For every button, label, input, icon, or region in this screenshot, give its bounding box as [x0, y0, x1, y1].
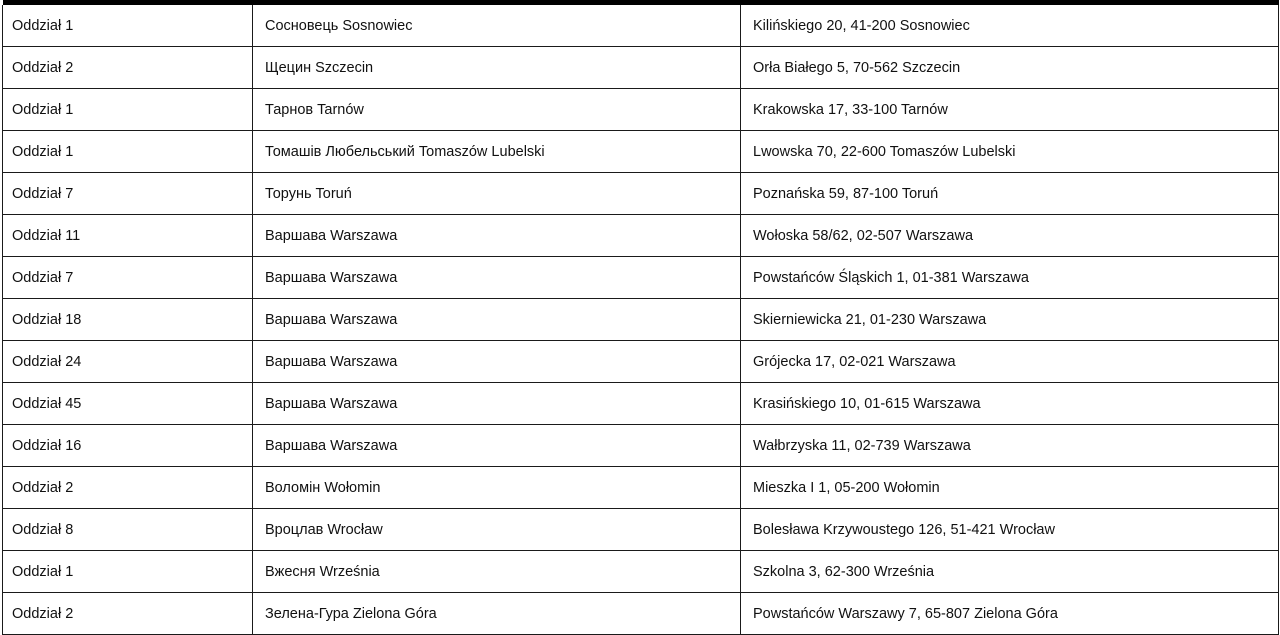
cell-address: Lwowska 70, 22-600 Tomaszów Lubelski: [741, 131, 1279, 173]
cell-city: Щецин Szczecin: [253, 47, 741, 89]
table-row: [3, 551, 1279, 593]
cell-address: Krasińskiego 10, 01-615 Warszawa: [741, 383, 1279, 425]
cell-address: Szkolna 3, 62-300 Września: [741, 551, 1279, 593]
table-row: [3, 89, 1279, 131]
cell-address: Poznańska 59, 87-100 Toruń: [741, 173, 1279, 215]
cell-city: Воломін Wołomin: [253, 467, 741, 509]
cell-address: Wołoska 58/62, 02-507 Warszawa: [741, 215, 1279, 257]
cell-branch: Oddział 16: [3, 425, 253, 467]
branch-list-table: [2, 0, 1279, 635]
table-row: [3, 593, 1279, 635]
table-row: [3, 173, 1279, 215]
cell-city: Варшава Warszawa: [253, 257, 741, 299]
cell-city: Торунь Toruń: [253, 173, 741, 215]
cell-address: Orła Białego 5, 70-562 Szczecin: [741, 47, 1279, 89]
cell-city: Томашів Любельський Tomaszów Lubelski: [253, 131, 741, 173]
cell-city: Варшава Warszawa: [253, 299, 741, 341]
cell-branch: Oddział 18: [3, 299, 253, 341]
cell-branch: Oddział 7: [3, 173, 253, 215]
cell-city: Зелена-Гура Zielona Góra: [253, 593, 741, 635]
cell-branch: Oddział 1: [3, 5, 253, 47]
table-body: [3, 0, 1279, 635]
cell-address: Wałbrzyska 11, 02-739 Warszawa: [741, 425, 1279, 467]
cell-city: Варшава Warszawa: [253, 341, 741, 383]
cell-city: Варшава Warszawa: [253, 215, 741, 257]
cell-branch: Oddział 11: [3, 215, 253, 257]
cell-address: Kilińskiego 20, 41-200 Sosnowiec: [741, 5, 1279, 47]
cell-branch: Oddział 7: [3, 257, 253, 299]
table-row: [3, 5, 1279, 47]
cell-branch: Oddział 8: [3, 509, 253, 551]
cell-address: Powstańców Warszawy 7, 65-807 Zielona Góra: [741, 593, 1279, 635]
cell-city: Сосновець Sosnowiec: [253, 5, 741, 47]
table-row: [3, 425, 1279, 467]
cell-address: Mieszka I 1, 05-200 Wołomin: [741, 467, 1279, 509]
cell-branch: Oddział 1: [3, 551, 253, 593]
table-row: [3, 299, 1279, 341]
table-row: [3, 131, 1279, 173]
cell-city: Вжесня Września: [253, 551, 741, 593]
table-row: [3, 47, 1279, 89]
cell-address: Skierniewicka 21, 01-230 Warszawa: [741, 299, 1279, 341]
cell-branch: Oddział 1: [3, 89, 253, 131]
cell-address: Bolesława Krzywoustego 126, 51-421 Wrocław: [741, 509, 1279, 551]
table-row: [3, 509, 1279, 551]
cell-branch: Oddział 2: [3, 593, 253, 635]
cell-branch: Oddział 1: [3, 131, 253, 173]
cell-city: Варшава Warszawa: [253, 383, 741, 425]
cell-city: Варшава Warszawa: [253, 425, 741, 467]
table-row: [3, 257, 1279, 299]
table-row: [3, 215, 1279, 257]
table-row: [3, 383, 1279, 425]
cell-branch: Oddział 2: [3, 47, 253, 89]
cell-city: Вроцлав Wrocław: [253, 509, 741, 551]
table-row: [3, 341, 1279, 383]
cell-address: Grójecka 17, 02-021 Warszawa: [741, 341, 1279, 383]
table-row: [3, 467, 1279, 509]
cell-branch: Oddział 24: [3, 341, 253, 383]
cell-address: Powstańców Śląskich 1, 01-381 Warszawa: [741, 257, 1279, 299]
cell-branch: Oddział 45: [3, 383, 253, 425]
cell-city: Тарнов Tarnów: [253, 89, 741, 131]
cell-branch: Oddział 2: [3, 467, 253, 509]
cell-address: Krakowska 17, 33-100 Tarnów: [741, 89, 1279, 131]
